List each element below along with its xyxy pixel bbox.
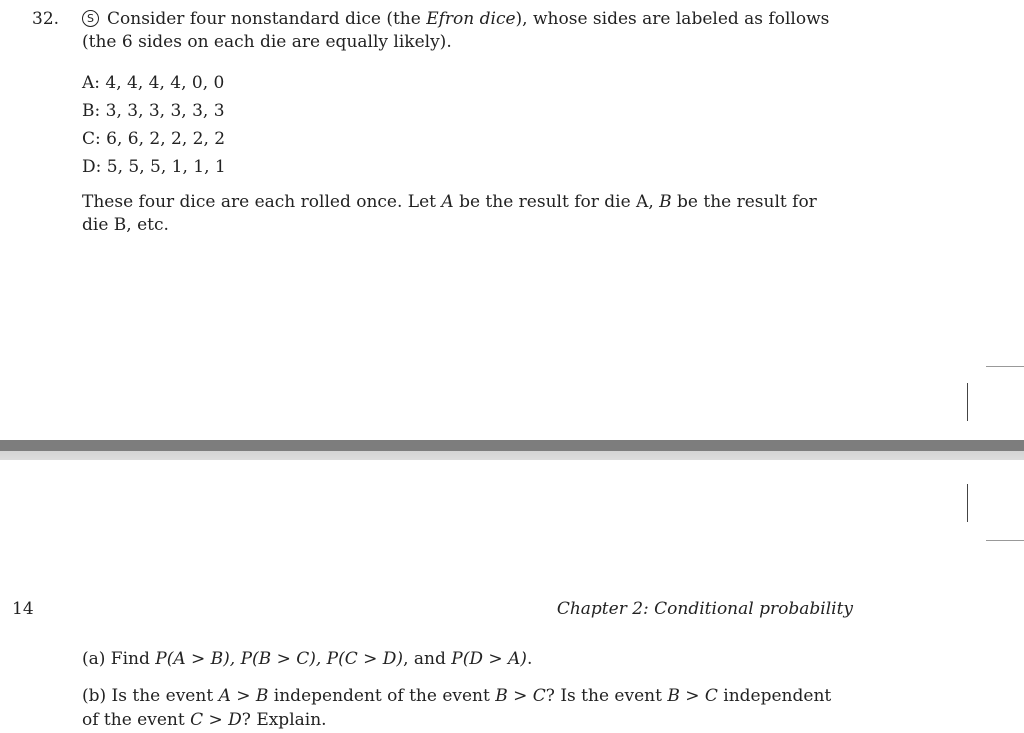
crop-mark-vertical-lower (967, 484, 968, 522)
rolled-var-a: A (441, 192, 454, 212)
rolled-var-b: B (659, 192, 672, 212)
part-b-t2: independent of the event (268, 686, 496, 706)
page-number: 14 (12, 599, 34, 619)
problem-body (82, 8, 842, 237)
problem-intro (82, 8, 842, 54)
part-b-m4: C > D (190, 710, 242, 730)
dice-list (82, 69, 842, 181)
intro-term: Efron dice (426, 9, 516, 29)
crop-mark-bottom (986, 540, 1024, 541)
part-b-t4: independent of the event (82, 686, 832, 730)
part-a-math2: P(D > A) (451, 649, 527, 669)
crop-mark-vertical-upper (967, 383, 968, 421)
part-b-t1: (b) Is the event (82, 686, 219, 706)
page-separator (0, 440, 1024, 460)
part-a-mid: , and (403, 649, 452, 669)
part-b (82, 684, 842, 732)
running-head: Chapter 2: Conditional probability (556, 599, 853, 619)
part-a-end: . (526, 649, 533, 669)
dice-item-a: A: 4, 4, 4, 4, 0, 0 (82, 73, 225, 93)
part-a-math: P(A > B), P(B > C), P(C > D) (155, 649, 404, 669)
part-b-m1: A > B (218, 686, 269, 706)
rolled-paragraph (82, 191, 842, 237)
part-b-t3: ? Is the event (545, 686, 668, 706)
part-a-label: (a) Find (82, 649, 156, 669)
dice-item-b: B: 3, 3, 3, 3, 3, 3 (82, 101, 225, 121)
dice-item-d: D: 5, 5, 5, 1, 1, 1 (82, 157, 226, 177)
crop-mark-top (986, 366, 1024, 367)
rolled-text-1: These four dice are each rolled once. Let (82, 192, 442, 212)
rolled-text-3: be the result for die B, etc. (82, 192, 817, 235)
part-b-m3: B > C (667, 686, 718, 706)
intro-text-1: Consider four nonstandard dice (the (107, 9, 427, 29)
problem-number: 32. (32, 9, 60, 29)
part-b-m2: B > C (495, 686, 546, 706)
dice-item-c: C: 6, 6, 2, 2, 2, 2 (82, 129, 226, 149)
solution-badge-icon: S (82, 10, 99, 27)
rolled-text-2: be the result for die A, (453, 192, 660, 212)
intro-text-2: ), whose sides are labeled as follows (the 6 sides on each die are equally likely). (82, 9, 830, 52)
part-b-t5: ? Explain. (241, 710, 327, 730)
part-a (82, 648, 842, 671)
